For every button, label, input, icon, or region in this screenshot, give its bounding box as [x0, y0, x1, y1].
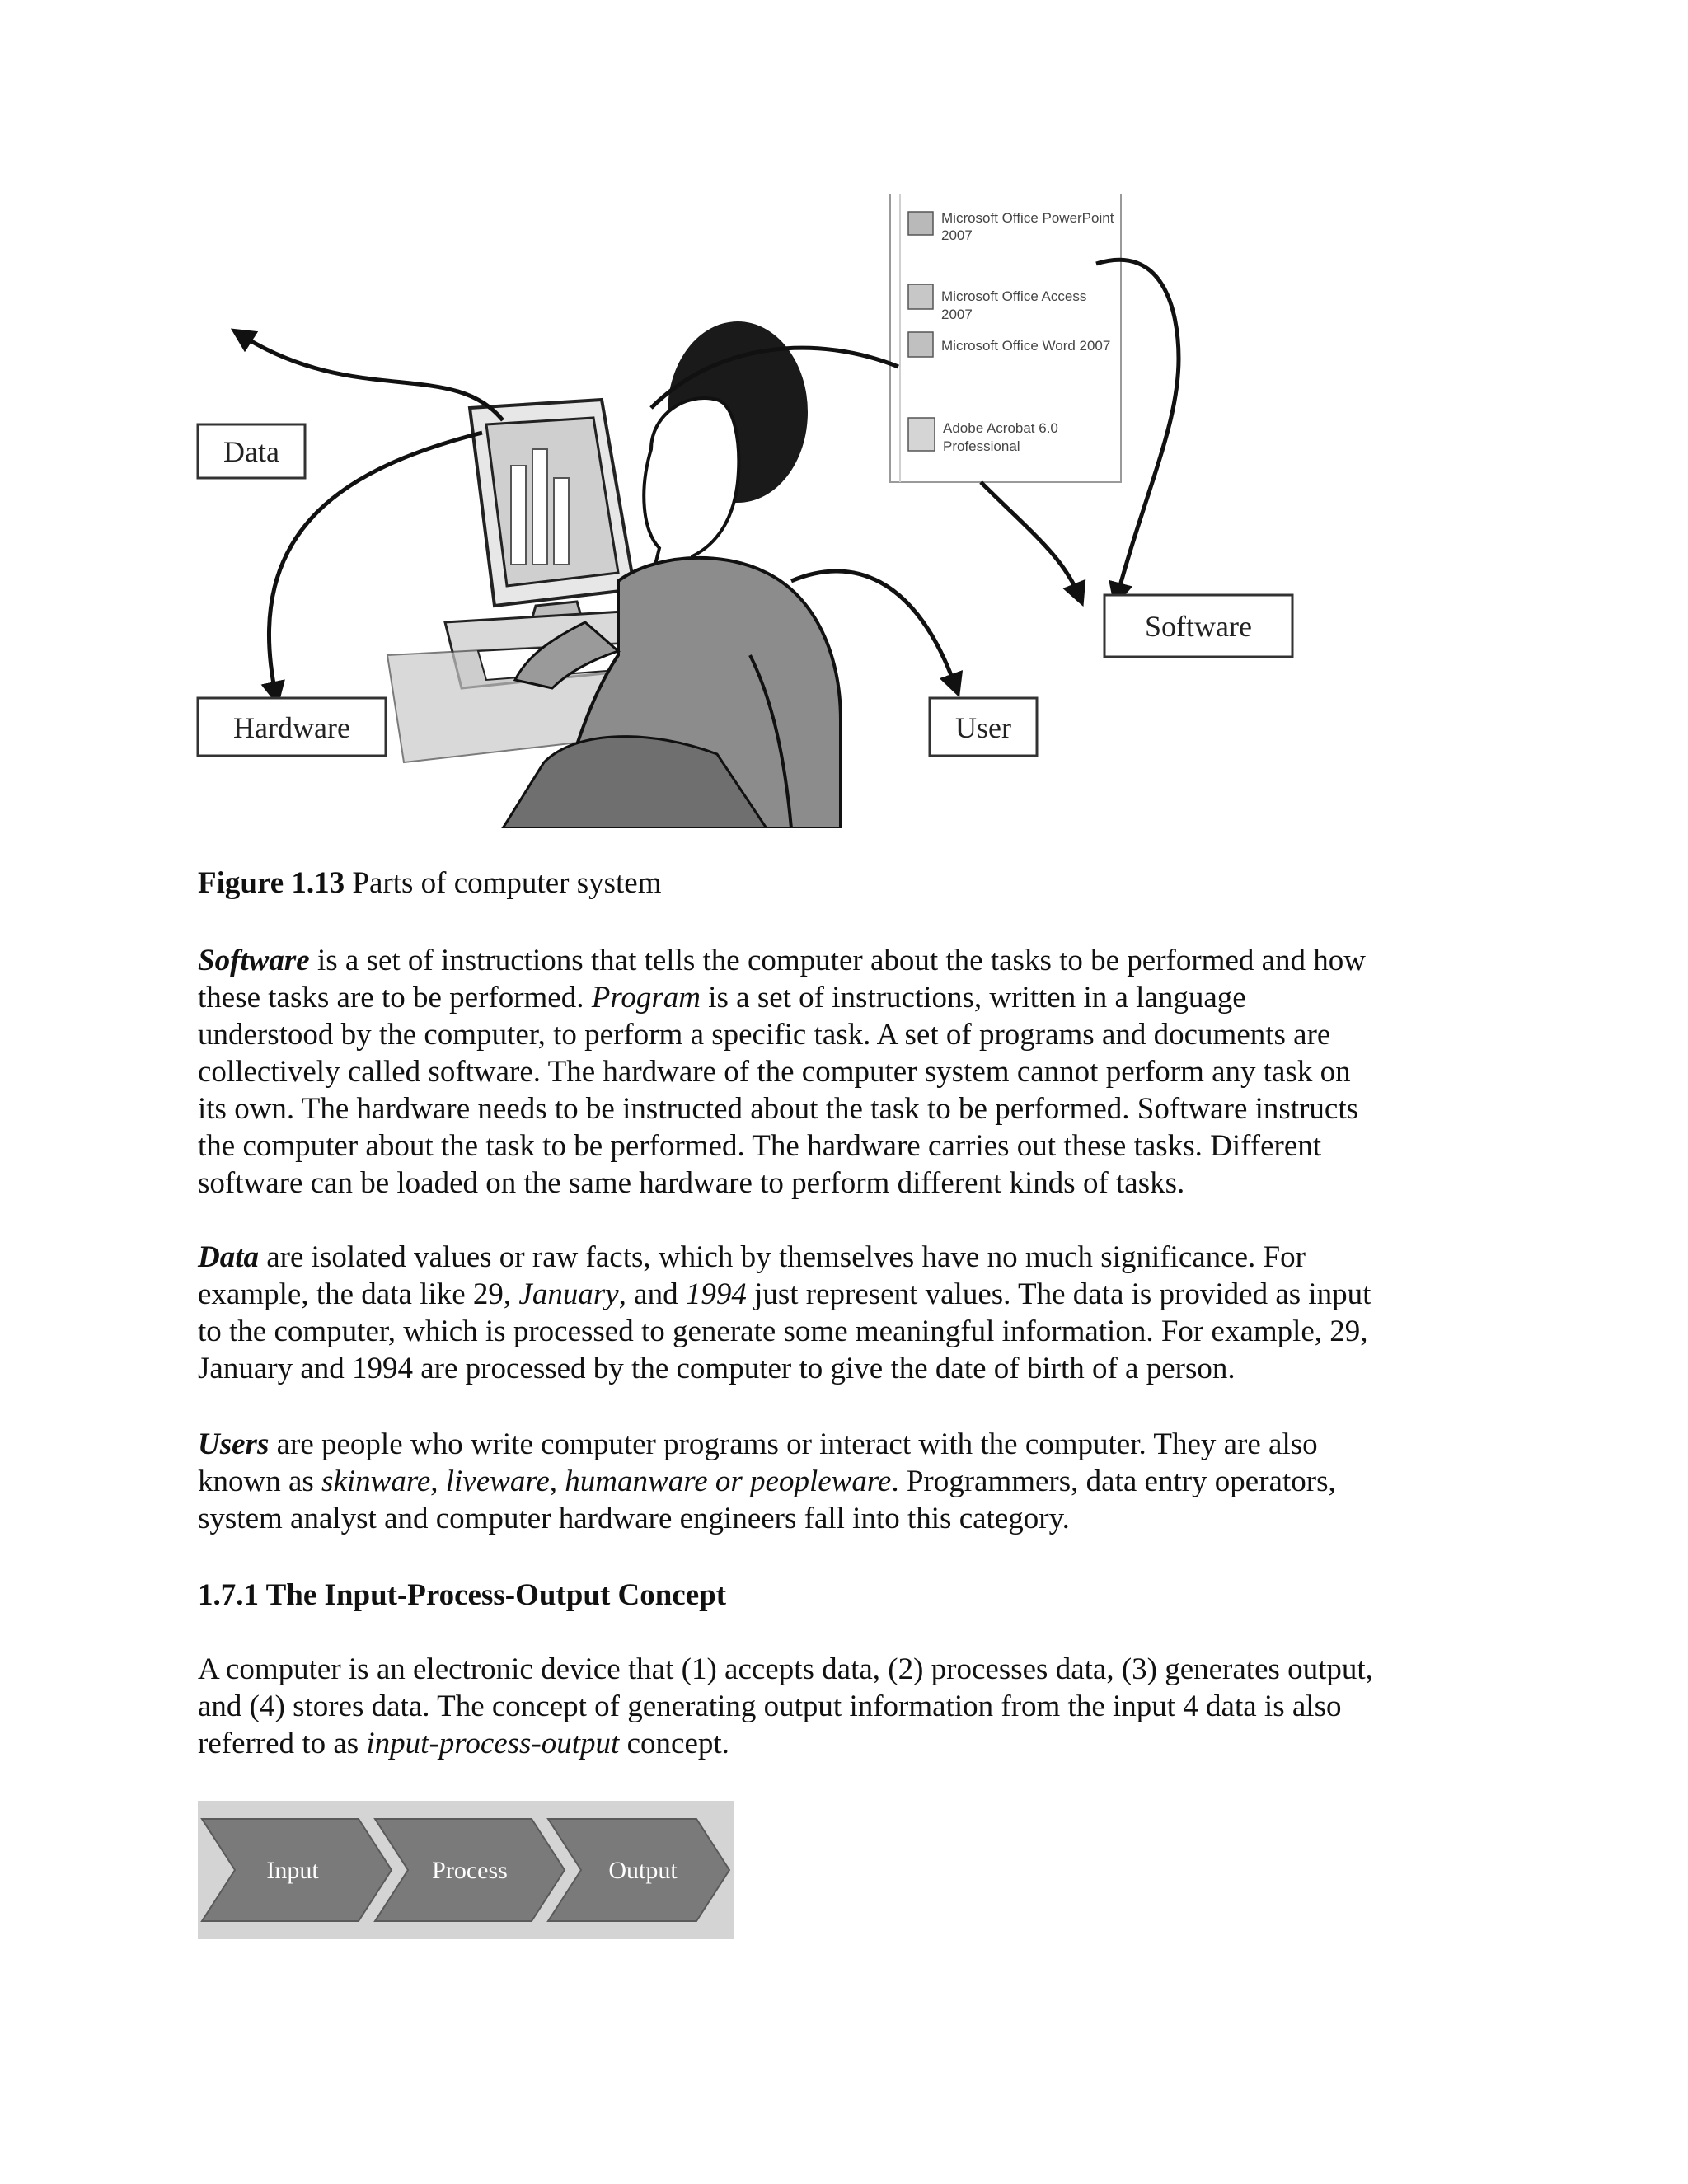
term-data: Data: [198, 1240, 259, 1274]
label-software: Software: [1145, 610, 1252, 643]
term-program: Program: [591, 981, 701, 1015]
ipo-step-label: Input: [266, 1857, 319, 1884]
user-synonyms: skinware, liveware, humanware or peopleware: [321, 1465, 892, 1498]
text-line: January and 1994 are processed by the computer to give the date of birth of a person.: [198, 1352, 1236, 1385]
text-line: to the computer, which is processed to generate some meaningful information. For example, 29,: [198, 1315, 1368, 1348]
section-heading: 1.7.1 The Input-Process-Output Concept: [198, 1578, 727, 1612]
text-line: collectively called software. The hardware of the computer system cannot perform any task on: [198, 1055, 1351, 1089]
label-hardware: Hardware: [233, 711, 350, 744]
text-line: software can be loaded on the same hardware to perform different kinds of tasks.: [198, 1166, 1185, 1200]
paragraph-ipo: [198, 1651, 1484, 1762]
text-line: system analyst and computer hardware engineers fall into this category.: [198, 1502, 1070, 1535]
text-line: A computer is an electronic device that (1) accepts data, (2) processes data, (3) generates output,: [198, 1652, 1373, 1686]
arrow-to-software-left: [981, 482, 1080, 598]
text-line: example, the data like 29,: [198, 1277, 519, 1311]
figure-parts-of-computer-system: [190, 194, 1327, 828]
text-line: and (4) stores data. The concept of generating output information from the input 4 data is also: [198, 1690, 1342, 1723]
text-line: are people who write computer programs or interact with the computer. They are also: [269, 1427, 1318, 1461]
label-data: Data: [223, 435, 279, 468]
text-line: concept.: [619, 1727, 729, 1760]
label-box-user: [930, 698, 1037, 756]
text-line: is a set of instructions, written in a language: [700, 981, 1246, 1015]
menu-item-name: Microsoft Office Word 2007: [941, 338, 1111, 354]
menu-item-version: 2007: [941, 307, 973, 322]
text-line: are isolated values or raw facts, which by themselves have no much significance. For: [259, 1240, 1306, 1274]
ipo-step-label: Output: [608, 1857, 678, 1884]
example-1994: 1994: [685, 1277, 747, 1311]
menu-item-name: Adobe Acrobat 6.0: [943, 420, 1058, 436]
term-users: Users: [198, 1427, 270, 1461]
paragraph-users: [198, 1426, 1484, 1537]
text-line: , and: [618, 1277, 686, 1311]
menu-item-name: Microsoft Office Access: [941, 288, 1087, 304]
text-line: is a set of instructions that tells the computer about the tasks to be performed and how: [309, 944, 1367, 977]
powerpoint-icon: [908, 212, 933, 235]
ipo-diagram-svg: [198, 1801, 734, 1939]
figure-illustration: [190, 194, 1327, 828]
word-icon: [908, 332, 933, 357]
text-line: referred to as: [198, 1727, 367, 1760]
term-input-process-output: input-process-output: [366, 1727, 620, 1760]
figure-caption-number: Figure 1.13: [198, 866, 345, 900]
acrobat-icon: [908, 418, 935, 451]
text-line: known as: [198, 1465, 322, 1498]
paragraph-data: [198, 1239, 1484, 1387]
access-icon: [908, 284, 933, 309]
text-line: understood by the computer, to perform a specific task. A set of programs and documents are: [198, 1018, 1331, 1052]
figure-caption: [198, 864, 661, 903]
arrow-to-data: [239, 334, 503, 420]
figure-caption-text: Parts of computer system: [345, 866, 662, 900]
menu-item-version: Professional: [943, 438, 1020, 454]
software-menu-panel: [890, 194, 1121, 482]
text-line: these tasks are to be performed.: [198, 981, 592, 1015]
label-user: User: [955, 711, 1011, 744]
menu-item-version: 2007: [941, 227, 973, 243]
input-process-output-diagram: [198, 1801, 734, 1939]
paragraph-software: [198, 942, 1484, 1202]
label-box-software: [1104, 595, 1292, 657]
label-box-data: [198, 424, 305, 478]
text-line: just represent values. The data is provided as input: [746, 1277, 1372, 1311]
text-line: the computer about the task to be performed. The hardware carries out these tasks. Different: [198, 1129, 1322, 1163]
label-box-hardware: [198, 698, 386, 756]
menu-item-name: Microsoft Office PowerPoint: [941, 210, 1114, 226]
text-line: . Programmers, data entry operators,: [891, 1465, 1336, 1498]
text-line: its own. The hardware needs to be instructed about the task to be performed. Software instructs: [198, 1092, 1359, 1126]
ipo-step-label: Process: [432, 1857, 508, 1884]
term-software: Software: [198, 944, 310, 977]
example-january: January: [518, 1277, 619, 1311]
